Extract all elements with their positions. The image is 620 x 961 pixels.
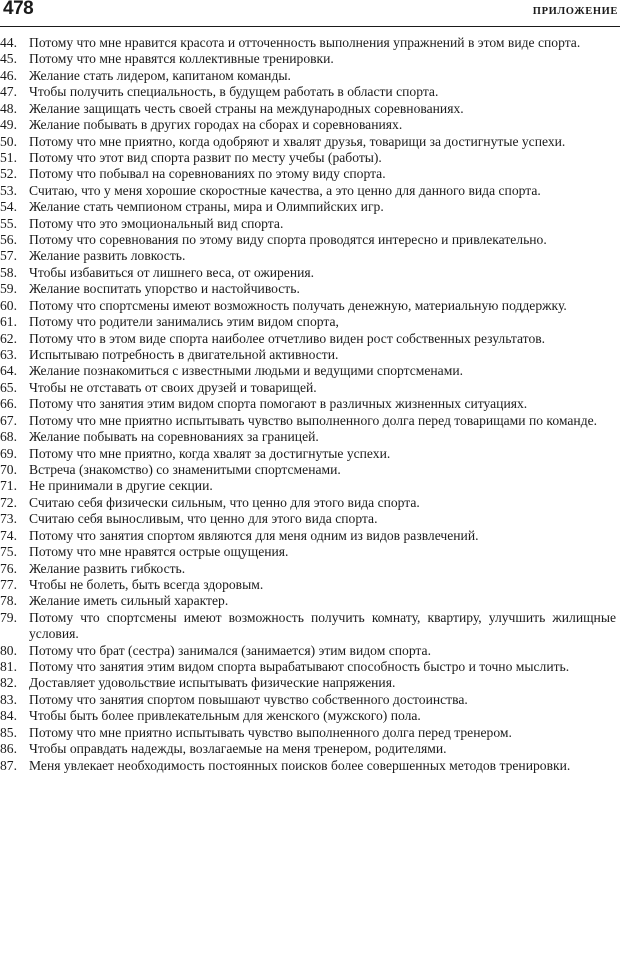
list-item [0,544,616,560]
item-number: 64. [0,363,17,379]
list-item [0,331,616,347]
item-number: 79. [0,609,17,625]
item-text: Потому что занятия этим видом спорта вырабатывают способность быстро и точно мыслить. [29,659,570,675]
item-number: 76. [0,560,17,576]
item-text: Потому что занятия спортом повышают чувство собственного достоинства. [29,691,468,707]
item-text: Не принимали в другие секции. [29,478,213,494]
list-item [0,429,616,445]
item-text: Меня увлекает необходимость постоянных поисков более совершенных методов тренировки. [29,757,571,773]
item-number: 51. [0,149,17,165]
item-number: 86. [0,741,17,757]
list-item [0,413,616,429]
item-text: Потому что мне приятно испытывать чувство выполненного долга перед товарищами по команде. [29,412,598,428]
item-number: 70. [0,461,17,477]
item-text: Потому что спортсмены имеют возможность получить комнату, квартиру, улучшить жилищные условия. [29,609,616,642]
list-item [0,232,616,248]
item-number: 61. [0,314,17,330]
page-number: 478 [3,0,34,19]
item-number: 56. [0,232,17,248]
list-item [0,495,616,511]
list-item [0,199,616,215]
item-number: 74. [0,527,17,543]
item-text: Желание стать чемпионом страны, мира и Олимпийских игр. [29,199,384,215]
item-text: Желание познакомиться с известными людьми и ведущими спортсменами. [29,363,463,379]
list-item [0,610,616,643]
item-text: Чтобы быть более привлекательным для женского (мужского) пола. [29,708,421,724]
questionnaire-list [0,35,616,774]
item-number: 63. [0,347,17,363]
list-item [0,183,616,199]
item-number: 47. [0,84,17,100]
item-number: 59. [0,281,17,297]
list-item [0,347,616,363]
item-number: 58. [0,264,17,280]
item-number: 85. [0,724,17,740]
list-item [0,150,616,166]
list-item [0,511,616,527]
item-text: Потому что это эмоциональный вид спорта. [29,215,284,231]
item-number: 50. [0,133,17,149]
list-item [0,758,616,774]
item-number: 46. [0,67,17,83]
item-text: Потому что мне нравятся коллективные тренировки. [29,51,334,67]
item-text: Потому что брат (сестра) занимался (занимается) этим видом спорта. [29,642,431,658]
item-number: 71. [0,478,17,494]
item-number: 62. [0,330,17,346]
item-text: Потому что спортсмены имеют возможность получать денежную, материальную поддержку. [29,297,567,313]
item-text: Считаю себя физически сильным, что ценно для этого вида спорта. [29,494,420,510]
list-item [0,265,616,281]
item-text: Потому что мне приятно, когда хвалят за достигнутые успехи. [29,445,391,461]
item-text: Потому что в этом виде спорта наиболее отчетливо виден рост собственных результатов. [29,330,546,346]
list-item [0,51,616,67]
list-item [0,593,616,609]
item-number: 55. [0,215,17,231]
item-text: Чтобы не болеть, быть всегда здоровым. [29,576,264,592]
item-text: Потому что мне приятно, когда одобряют и хвалят друзья, товарищи за достигнутые успехи. [29,133,566,149]
item-text: Потому что родители занимались этим видом спорта, [29,314,339,330]
list-item [0,692,616,708]
item-number: 53. [0,182,17,198]
item-number: 84. [0,708,17,724]
list-item [0,298,616,314]
list-item [0,35,616,51]
item-number: 52. [0,166,17,182]
item-text: Желание развить ловкость. [29,248,186,264]
item-text: Потому что мне нравятся острые ощущения. [29,544,289,560]
item-text: Желание побывать на соревнованиях за границей. [29,429,319,445]
list-item [0,741,616,757]
list-item [0,462,616,478]
item-text: Желание стать лидером, капитаном команды. [29,67,291,83]
item-text: Доставляет удовольствие испытывать физические напряжения. [29,675,396,691]
item-text: Желание побывать в других городах на сборах и соревнованиях. [29,117,403,133]
list-item [0,314,616,330]
list-item [0,166,616,182]
item-text: Желание защищать честь своей страны на международных соревнованиях. [29,100,464,116]
item-text: Потому что мне приятно испытывать чувство выполненного долга перед тренером. [29,724,512,740]
item-text: Потому что соревнования по этому виду спорта проводятся интересно и привлекательно. [29,232,547,248]
item-text: Потому что этот вид спорта развит по месту учебы (работы). [29,149,382,165]
item-text: Потому что побывал на соревнованиях по этому виду спорта. [29,166,386,182]
list-item [0,363,616,379]
item-text: Испытываю потребность в двигательной активности. [29,347,339,363]
item-number: 49. [0,117,17,133]
item-text: Встреча (знакомство) со знаменитыми спортсменами. [29,461,341,477]
item-text: Потому что занятия этим видом спорта помогают в различных жизненных ситуациях. [29,396,528,412]
list-item [0,117,616,133]
item-number: 68. [0,429,17,445]
item-number: 54. [0,199,17,215]
page-header [0,0,620,27]
list-item [0,396,616,412]
list-item [0,478,616,494]
list-item [0,446,616,462]
list-item [0,528,616,544]
item-text: Считаю, что у меня хорошие скоростные качества, а это ценно для данного вида спорта. [29,182,541,198]
running-head: ПРИЛОЖЕНИЕ [532,6,618,17]
list-item [0,380,616,396]
list-item [0,725,616,741]
item-number: 75. [0,544,17,560]
list-item [0,68,616,84]
item-number: 67. [0,412,17,428]
item-number: 66. [0,396,17,412]
item-number: 87. [0,757,17,773]
list-item [0,248,616,264]
item-number: 78. [0,593,17,609]
list-item [0,561,616,577]
item-number: 80. [0,642,17,658]
item-number: 60. [0,297,17,313]
item-text: Чтобы получить специальность, в будущем работать в области спорта. [29,84,439,100]
item-text: Желание развить гибкость. [29,560,186,576]
item-number: 81. [0,659,17,675]
list-item [0,281,616,297]
list-item [0,708,616,724]
item-text: Чтобы оправдать надежды, возлагаемые на меня тренером, родителями. [29,741,447,757]
item-number: 44. [0,35,17,50]
item-number: 69. [0,445,17,461]
item-number: 48. [0,100,17,116]
item-text: Желание воспитать упорство и настойчивость. [29,281,300,297]
item-number: 77. [0,576,17,592]
item-number: 65. [0,379,17,395]
item-number: 72. [0,494,17,510]
list-item [0,643,616,659]
item-text: Чтобы избавиться от лишнего веса, от ожирения. [29,264,315,280]
item-number: 82. [0,675,17,691]
item-number: 45. [0,51,17,67]
item-number: 57. [0,248,17,264]
item-text: Чтобы не отставать от своих друзей и товарищей. [29,379,317,395]
item-text: Потому что мне нравится красота и отточенность выполнения упражнений в этом виде спорта. [29,35,581,50]
list-item [0,659,616,675]
item-number: 83. [0,691,17,707]
list-item [0,675,616,691]
item-text: Считаю себя выносливым, что ценно для этого вида спорта. [29,511,378,527]
list-item [0,577,616,593]
list-item [0,101,616,117]
item-text: Потому что занятия спортом являются для меня одним из видов развлечений. [29,527,479,543]
item-text: Желание иметь сильный характер. [29,593,229,609]
item-number: 73. [0,511,17,527]
list-item [0,134,616,150]
list-item [0,84,616,100]
list-item [0,216,616,232]
